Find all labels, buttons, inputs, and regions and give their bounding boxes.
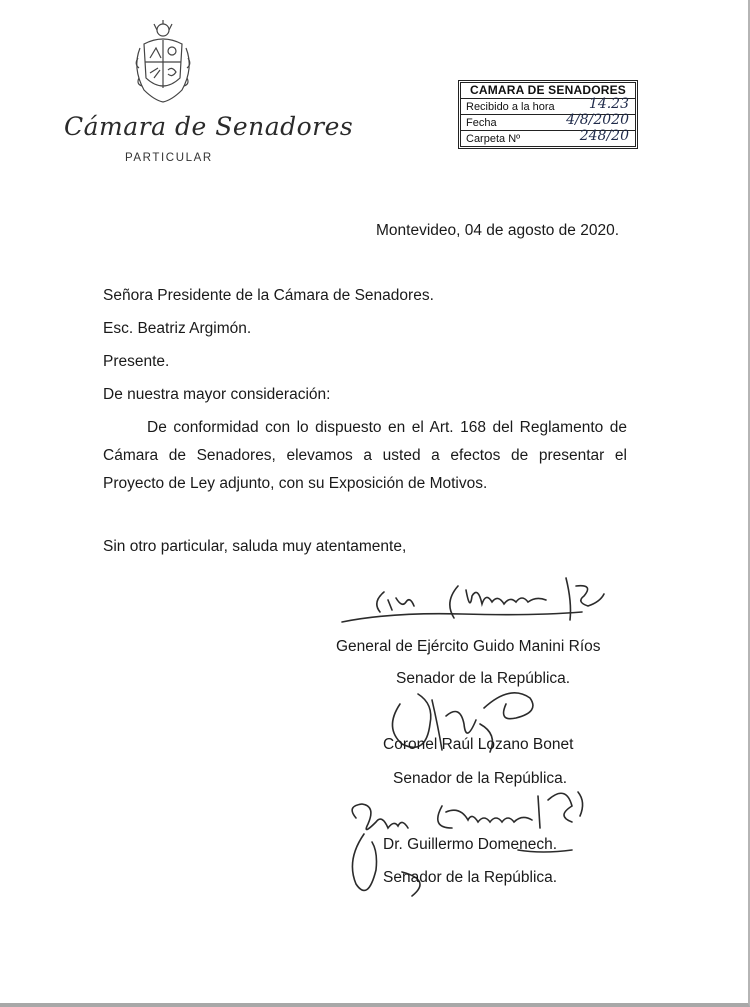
recipient-name: Esc. Beatriz Argimón.	[103, 320, 252, 337]
signatory-2-name: Coronel Raúl Lozano Bonet	[383, 736, 574, 753]
letterhead-subtitle: PARTICULAR	[125, 152, 213, 164]
signatory-3-name: Dr. Guillermo Domenech.	[383, 836, 558, 853]
stamp-received-label: Recibido a la hora	[466, 100, 555, 113]
coat-of-arms-emblem	[130, 18, 196, 104]
chamber-name-script: Cámara de Senadores	[64, 112, 354, 141]
stamp-received-value: 14.23	[588, 96, 629, 112]
signatory-1-role: Senador de la República.	[396, 670, 571, 687]
stamp-folder-label: Carpeta Nº	[466, 132, 521, 145]
presente-line: Presente.	[103, 353, 170, 370]
closing-line: Sin otro particular, saluda muy atentamente,	[103, 538, 407, 555]
place-and-date: Montevideo, 04 de agosto de 2020.	[376, 222, 620, 239]
stamp-folder-value: 248/20	[579, 128, 629, 144]
body-paragraph: De conformidad con lo dispuesto en el Art. 168 del Reglamento de Cámara de Senadores, elevamos a usted a efectos de presentar el Proyecto de Ley adjunto, con su Exposición de Motivos.	[103, 419, 627, 492]
stamp-date-value: 4/8/2020	[566, 112, 629, 128]
stamp-date-label: Fecha	[466, 116, 497, 129]
signatory-1-name: General de Ejército Guido Manini Ríos	[336, 638, 601, 655]
signature-1-scribble	[332, 572, 632, 632]
stamp-title: CAMARA DE SENADORES	[461, 83, 635, 99]
reception-stamp	[458, 80, 638, 149]
recipient-title: Señora Presidente de la Cámara de Senadores.	[103, 287, 434, 304]
greeting-line: De nuestra mayor consideración:	[103, 386, 331, 403]
signatory-2-role: Senador de la República.	[393, 770, 568, 787]
stamp-row-folder	[461, 128, 635, 146]
signatory-3-role: Senador de la República.	[383, 869, 558, 886]
